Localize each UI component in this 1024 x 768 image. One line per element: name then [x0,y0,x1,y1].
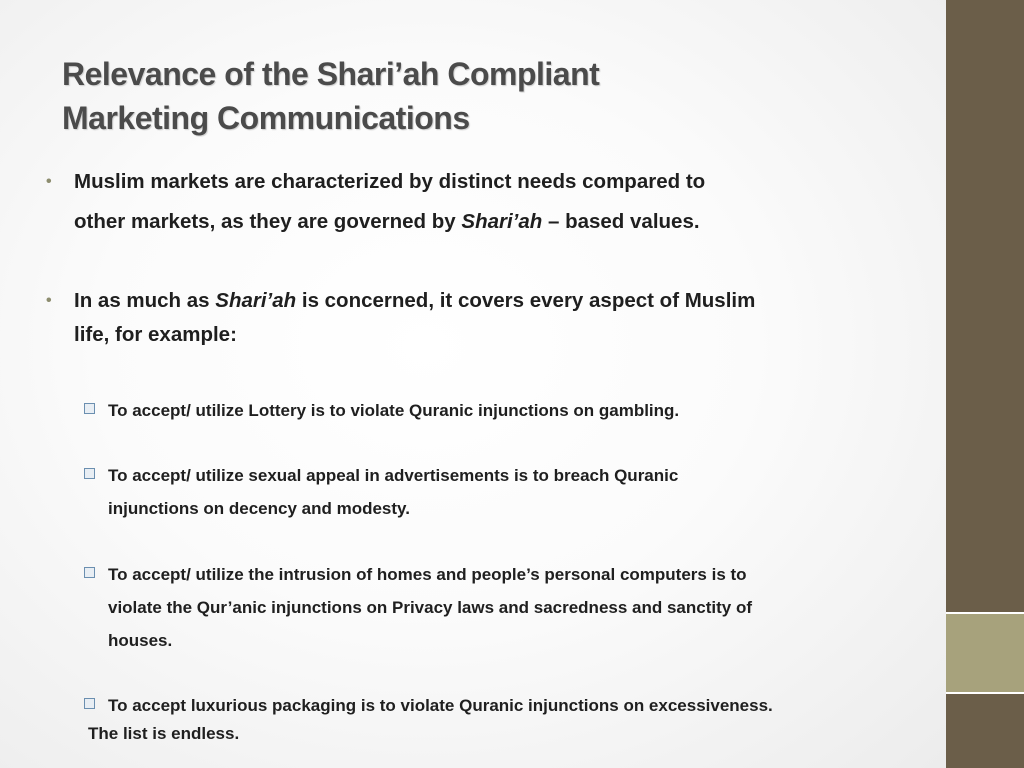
bullet-1-text-end: – based values. [542,210,700,233]
sub-item-2-line-2: injunctions on decency and modesty. [108,499,410,518]
bullet-1-line-1: Muslim markets are characterized by distinct needs compared to [74,170,706,193]
slide-title-line-1: Relevance of the Shari’ah Compliant [62,56,600,92]
bullet-item-2 [46,284,904,352]
sub-item-2-line-1: To accept/ utilize sexual appeal in advertisements is to breach Quranic [108,466,679,485]
sub-item-1 [108,394,898,427]
checkbox-square-icon [84,567,95,578]
round-bullet-icon: • [46,292,52,309]
bullet-item-1 [46,162,904,242]
sub-item-4-line-1: To accept luxurious packaging is to violate Quranic injunctions on excessiveness. [108,696,773,715]
round-bullet-icon: • [46,173,52,190]
sidebar-divider-bottom [946,692,1024,694]
checkbox-square-icon [84,468,95,479]
slide-title [62,52,902,140]
closing-note: The list is endless. [88,724,240,743]
sidebar-accent-block [946,614,1024,692]
bullet-2-line-2: life, for example: [74,323,237,346]
bullet-1-italic-term: Shari’ah [461,210,543,233]
slide-title-line-2: Marketing Communications [62,100,470,136]
checkbox-square-icon [84,698,95,709]
bullet-2-text-end: is concerned, it covers every aspect of Muslim [296,289,756,312]
sub-item-1-line-1: To accept/ utilize Lottery is to violate Quranic injunctions on gambling. [108,401,680,420]
sub-item-2 [108,459,898,525]
bullet-1-text: other markets, as they are governed by [74,210,462,233]
sub-item-4 [108,689,898,722]
sub-item-3-line-2: violate the Qur’anic injunctions on Privacy laws and sacredness and sanctity of [108,598,752,617]
bullet-1-line-2 [74,202,904,242]
bullet-2-text: In as much as [74,289,216,312]
sub-item-3-line-1: To accept/ utilize the intrusion of homes and people’s personal computers is to [108,565,747,584]
checkbox-square-icon [84,403,95,414]
sub-item-3 [108,558,898,657]
bullet-2-italic-term: Shari’ah [215,289,297,312]
bullet-2-line-1 [74,284,904,318]
sub-item-3-line-3: houses. [108,631,173,650]
